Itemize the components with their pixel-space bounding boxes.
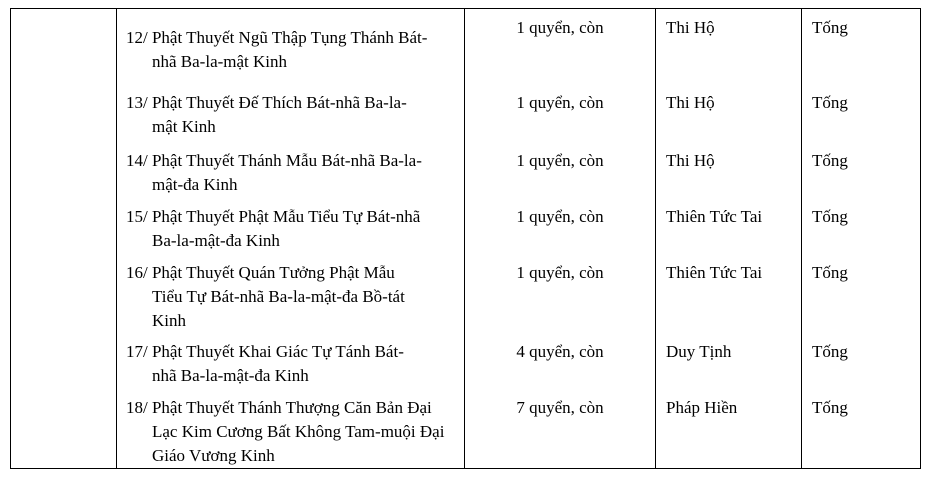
dynasty: Tống xyxy=(812,93,848,112)
table-bottom-border xyxy=(10,468,921,469)
quantity: 1 quyển, còn xyxy=(516,93,604,112)
scripture-title: 12/ Phật Thuyết Ngũ Thập Tụng Thánh Bát- nhã Ba-la-mật Kinh xyxy=(126,28,428,71)
scripture-title: 14/ Phật Thuyết Thánh Mẫu Bát-nhã Ba-la- mật-đa Kinh xyxy=(126,151,422,194)
translator: Thi Hộ xyxy=(666,18,715,37)
quantity: 1 quyển, còn xyxy=(516,263,604,282)
dynasty: Tống xyxy=(812,398,848,417)
scripture-title: 15/ Phật Thuyết Phật Mẫu Tiểu Tự Bát-nhã Ba-la-mật-đa Kinh xyxy=(126,207,421,250)
translator: Thiên Tức Tai xyxy=(666,207,763,226)
scripture-title: 13/ Phật Thuyết Đế Thích Bát-nhã Ba-la- mật Kinh xyxy=(126,93,407,136)
quantity: 1 quyển, còn xyxy=(516,151,604,170)
scripture-title: 18/ Phật Thuyết Thánh Thượng Căn Bản Đại Lạc Kim Cương Bất Không Tam-muội Đại Giáo Vương Kinh xyxy=(126,398,445,465)
dynasty: Tống xyxy=(812,18,848,37)
translator: Pháp Hiền xyxy=(666,398,738,417)
quantity: 1 quyển, còn xyxy=(516,207,604,226)
quantity: 7 quyển, còn xyxy=(516,398,604,417)
scripture-title: 16/ Phật Thuyết Quán Tưởng Phật Mẫu Tiểu Tự Bát-nhã Ba-la-mật-đa Bồ-tát Kinh xyxy=(126,263,405,330)
table-top-border xyxy=(10,8,921,9)
column-divider xyxy=(10,8,11,469)
dynasty: Tống xyxy=(812,263,848,282)
translator: Duy Tịnh xyxy=(666,342,732,361)
quantity: 4 quyển, còn xyxy=(516,342,604,361)
scripture-title: 17/ Phật Thuyết Khai Giác Tự Tánh Bát- nhã Ba-la-mật-đa Kinh xyxy=(126,342,404,385)
column-divider xyxy=(801,8,802,469)
dynasty: Tống xyxy=(812,151,848,170)
dynasty: Tống xyxy=(812,342,848,361)
translator: Thi Hộ xyxy=(666,93,715,112)
translator: Thi Hộ xyxy=(666,151,715,170)
quantity: 1 quyển, còn xyxy=(516,18,604,37)
dynasty: Tống xyxy=(812,207,848,226)
column-divider xyxy=(920,8,921,469)
translator: Thiên Tức Tai xyxy=(666,263,763,282)
column-divider xyxy=(655,8,656,469)
column-divider xyxy=(116,8,117,469)
